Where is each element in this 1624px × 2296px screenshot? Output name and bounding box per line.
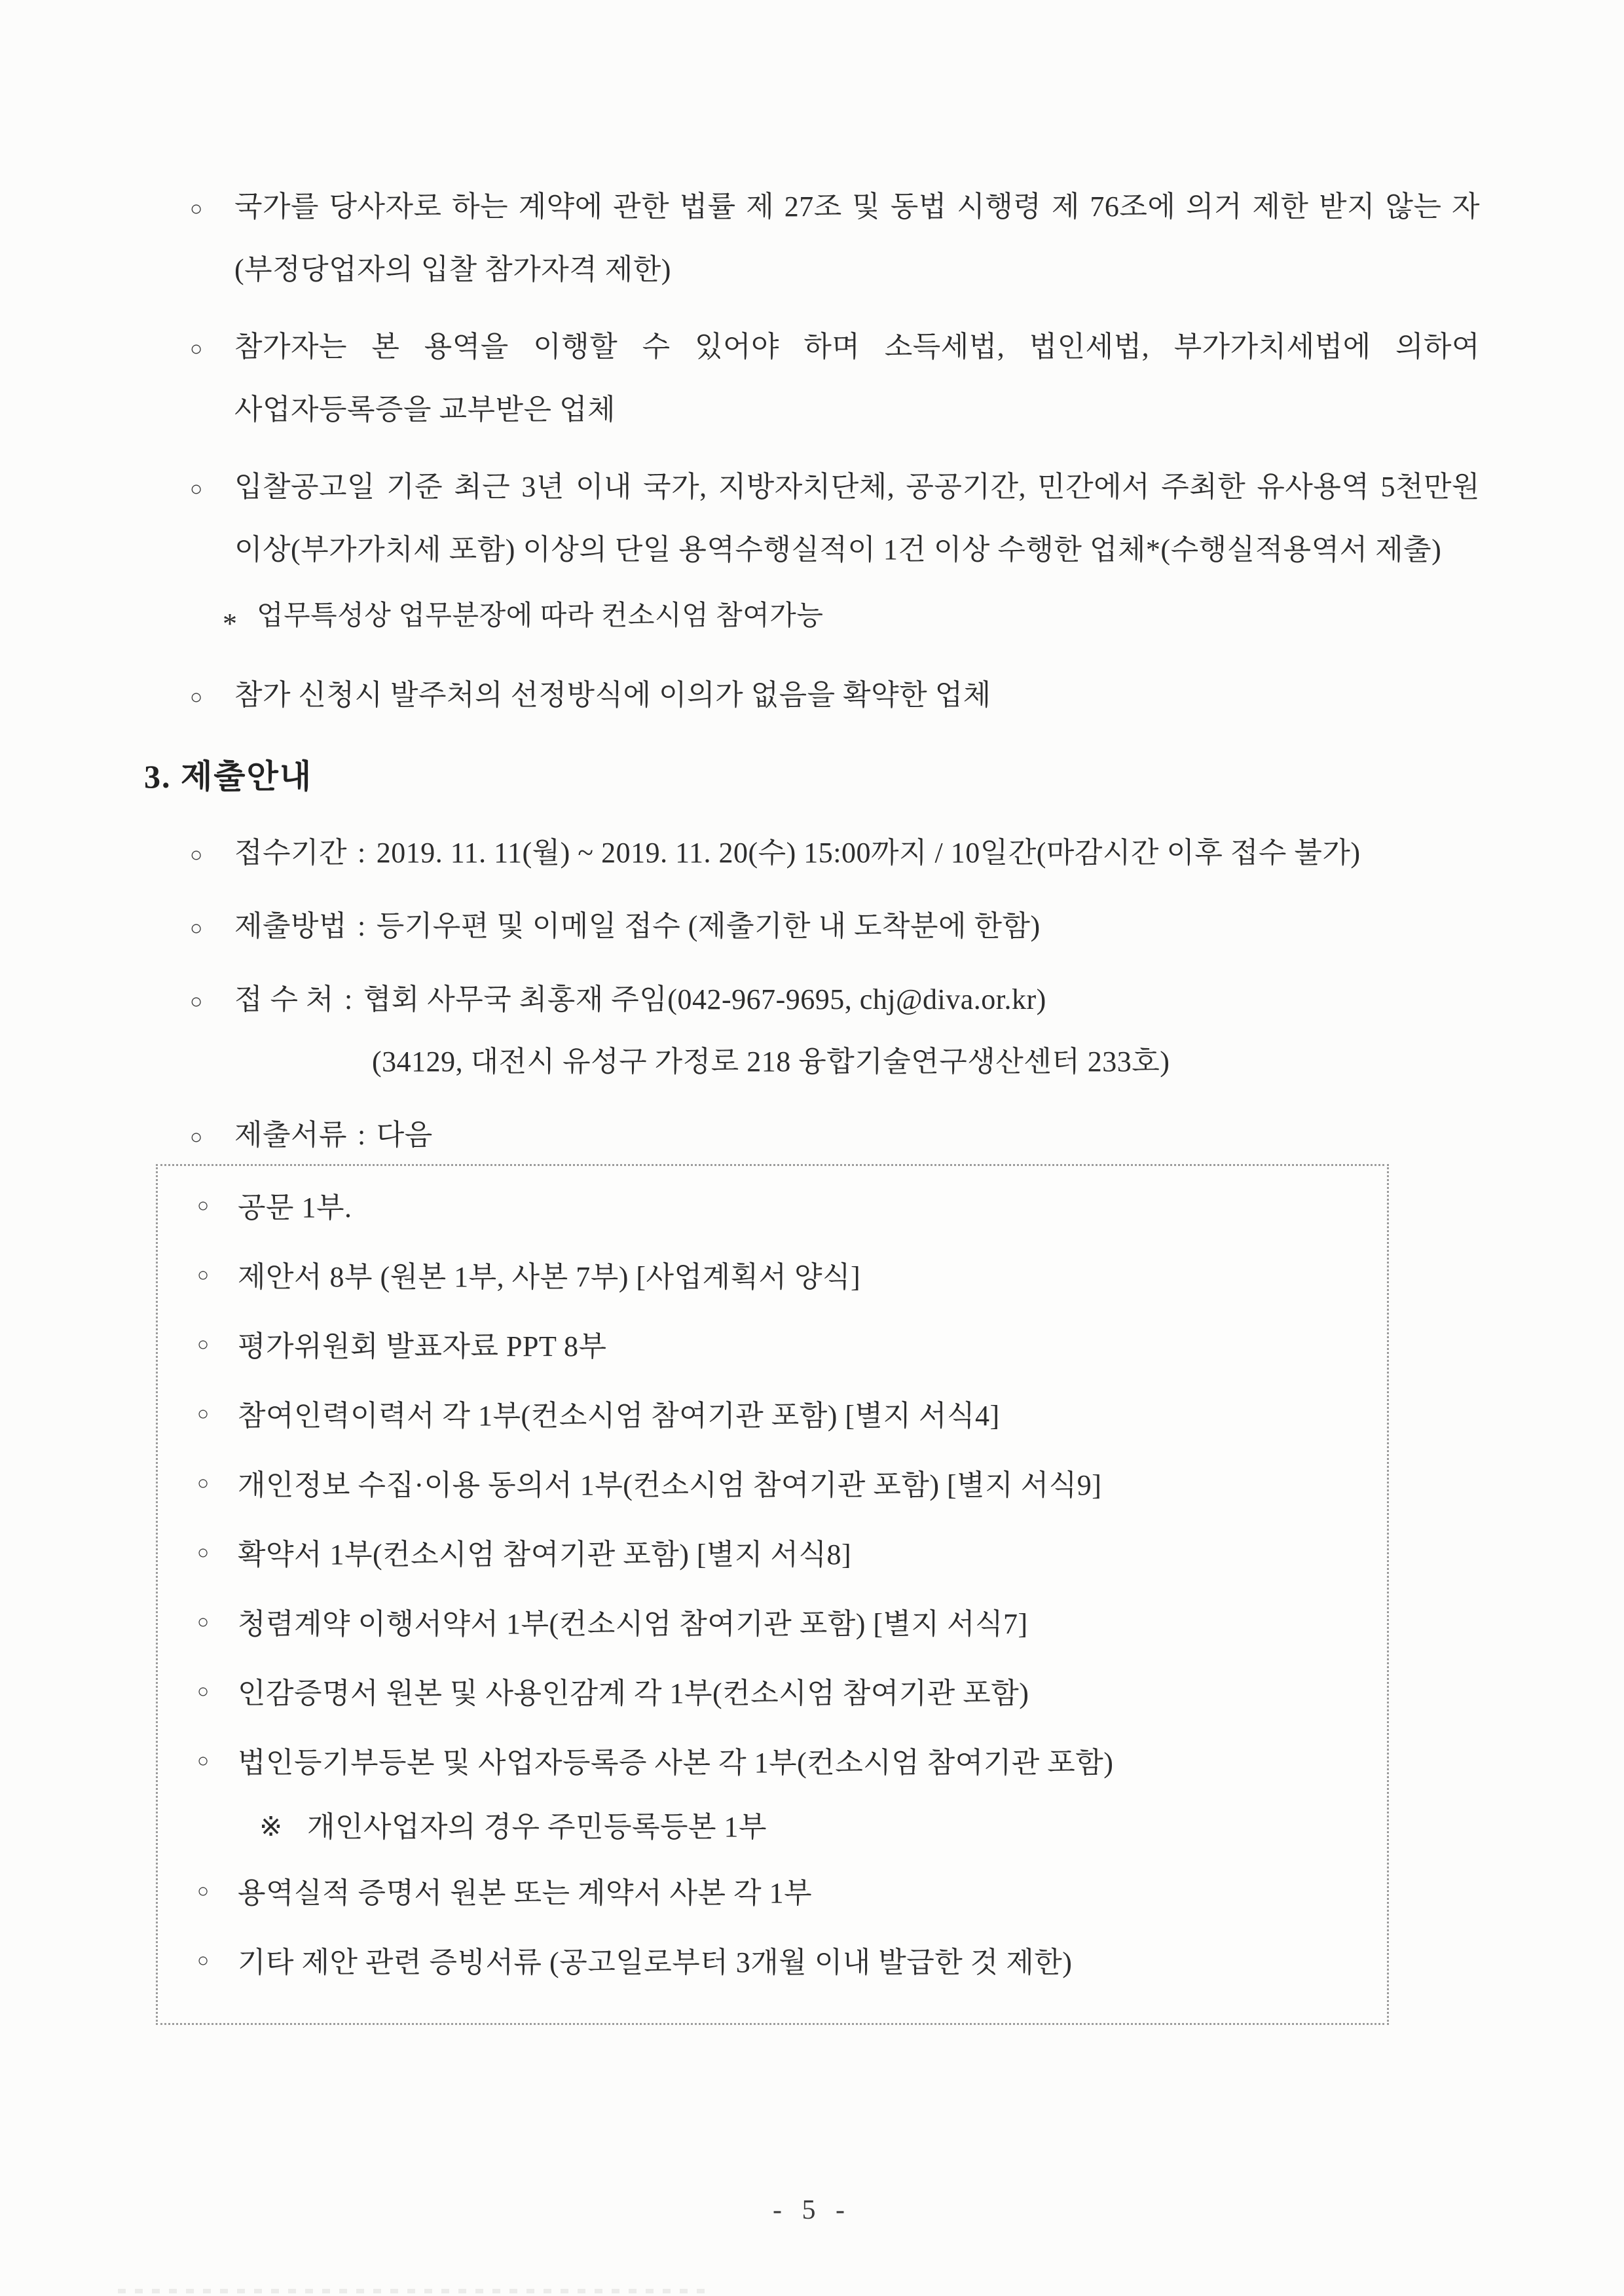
row-value: 등기우편 및 이메일 접수 (제출기한 내 도착분에 한함) [376,909,1041,942]
circle-bullet-icon: ○ [197,1880,210,1903]
circle-bullet-icon: ○ [190,842,203,866]
document-item-text: 참여인력이력서 각 1부(컨소시엄 참여기관 포함) [별지 서식4] [238,1400,1000,1432]
row-label: 제출방법 [234,909,348,942]
document-item-text: 개인정보 수집·이용 동의서 1부(컨소시엄 참여기관 포함) [별지 서식9] [238,1469,1102,1502]
row-label: 접수기간 [234,836,348,869]
row-label: 제출서류 [234,1119,348,1152]
row-separator: : [358,836,366,869]
circle-bullet-icon: ○ [197,1195,210,1217]
eligibility-item [144,456,1480,581]
row-value: 다음 [376,1119,433,1152]
document-list-item [158,1675,1361,1711]
required-documents-box [156,1164,1389,2025]
document-item-text: 평가위원회 발표자료 PPT 8부 [238,1330,607,1363]
document-list-item [158,1537,1361,1573]
circle-bullet-icon: ○ [190,1125,203,1149]
submission-row-documents [144,1104,1480,1167]
submission-row-address [144,968,1480,1094]
page-number: - 5 - [773,2195,851,2225]
circle-bullet-icon: ○ [197,1681,210,1703]
row-separator: : [358,1119,366,1152]
row-label: 접 수 처 [234,983,335,1015]
address-continuation: (34129, 대전시 유성구 가정로 218 융합기술연구생산센터 233호) [372,1046,1170,1078]
section-heading: 3. 제출안내 [144,757,313,795]
document-item-text: 확약서 1부(컨소시엄 참여기관 포함) [별지 서식8] [238,1539,852,1571]
circle-bullet-icon: ○ [197,1542,210,1564]
asterisk-marker: * [223,608,238,640]
circle-bullet-icon: ○ [190,684,203,708]
consortium-footnote [144,586,1480,646]
eligibility-item [144,316,1480,441]
document-item-text: 인감증명서 원본 및 사용인감계 각 1부(컨소시엄 참여기관 포함) [238,1677,1029,1710]
circle-bullet-icon: ○ [197,1472,210,1495]
circle-bullet-icon: ○ [197,1950,210,1972]
circle-bullet-icon: ○ [190,476,203,500]
circle-bullet-icon: ○ [197,1334,210,1356]
submission-row-period [144,822,1480,884]
submission-row-method [144,895,1480,958]
circle-bullet-icon: ○ [190,915,203,939]
row-separator: : [344,983,353,1015]
row-value: 2019. 11. 11(월) ~ 2019. 11. 20(수) 15:00까지 / 10일간(마감시간 이후 접수 불가) [376,836,1361,869]
document-list-item [158,1606,1361,1642]
document-item-text: 제안서 8부 (원본 1부, 사본 7부) [사업계획서 양식] [238,1261,861,1294]
document-item-text: 기타 제안 관련 증빙서류 (공고일로부터 3개월 이내 발급한 것 제한) [238,1946,1073,1979]
page-content [144,175,1480,2025]
eligibility-item [144,175,1480,301]
row-separator: : [358,909,366,942]
eligibility-item-text: 입찰공고일 기준 최근 3년 이내 국가, 지방자치단체, 공공기간, 민간에서 주최한 유사용역 5천만원 이상(부가가치세 포함) 이상의 단일 용역수행실적이 1건 이상 수행한 업체*(수행실적용역서 제출) [234,470,1480,566]
row-value: 협회 사무국 최홍재 주임(042-967-9695, chj@diva.or.kr) [363,983,1046,1015]
circle-bullet-icon: ○ [190,196,203,220]
circle-bullet-icon: ○ [190,989,203,1013]
circle-bullet-icon: ○ [197,1750,210,1772]
scan-artifact [118,2289,707,2293]
circle-bullet-icon: ○ [197,1403,210,1425]
eligibility-item [144,664,1480,727]
reference-mark-icon: ※ [259,1812,283,1843]
sole-proprietor-subnote [158,1809,1361,1845]
document-list-item [158,1259,1361,1295]
document-item-text: 청렴계약 이행서약서 1부(컨소시엄 참여기관 포함) [별지 서식7] [238,1608,1028,1641]
document-list-item [158,1328,1361,1364]
subnote-text: 개인사업자의 경우 주민등록등본 1부 [307,1811,767,1844]
document-list-item [158,1944,1361,1980]
eligibility-item-text: 참가자는 본 용역을 이행할 수 있어야 하며 소득세법, 법인세법, 부가가치세법에 의하여 사업자등록증을 교부받은 업체 [234,330,1480,426]
circle-bullet-icon: ○ [197,1611,210,1633]
eligibility-item-text: 국가를 당사자로 하는 계약에 관한 법률 제 27조 및 동법 시행령 제 76조에 의거 제한 받지 않는 자(부정당업자의 입찰 참가자격 제한) [234,191,1480,285]
document-item-text: 법인등기부등본 및 사업자등록증 사본 각 1부(컨소시엄 참여기관 포함) [238,1747,1114,1779]
document-list-item [158,1398,1361,1434]
document-item-text: 공문 1부. [238,1192,352,1224]
footnote-text: 업무특성상 업무분장에 따라 컨소시엄 참여가능 [257,601,824,632]
document-list-item [158,1875,1361,1911]
circle-bullet-icon: ○ [197,1264,210,1286]
document-list-item [158,1745,1361,1781]
circle-bullet-icon: ○ [190,336,203,360]
eligibility-item-text: 참가 신청시 발주처의 선정방식에 이의가 없음을 확약한 업체 [234,678,991,711]
document-list-item [158,1467,1361,1503]
document-item-text: 용역실적 증명서 원본 또는 계약서 사본 각 1부 [238,1877,813,1910]
document-list-item [158,1190,1361,1226]
